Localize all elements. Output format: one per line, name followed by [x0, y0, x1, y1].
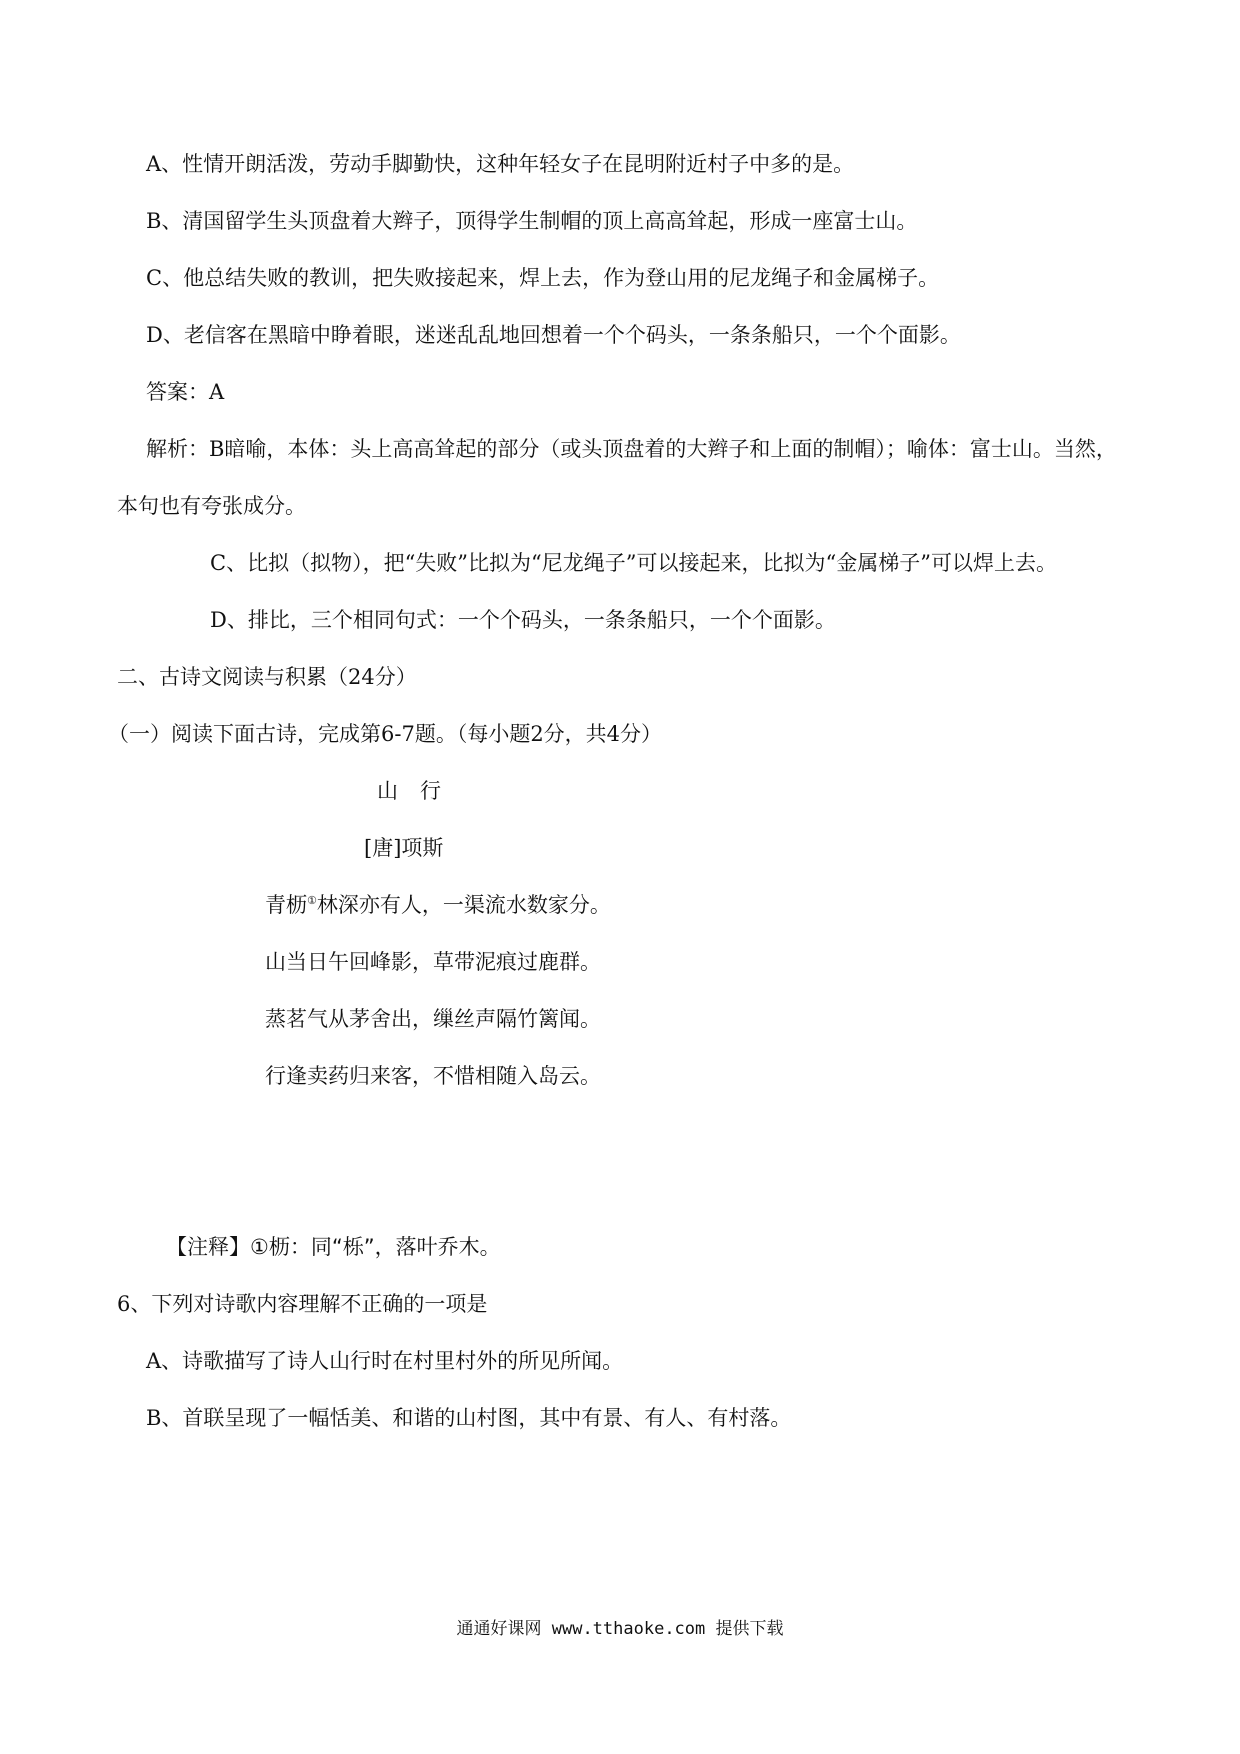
subsection-1-heading: （一）阅读下面古诗，完成第6-7题。（每小题2分，共4分）: [108, 722, 663, 746]
footnote-marker: ①: [307, 894, 317, 907]
poem-line-3: 蒸茗气从茅舍出，缫丝声隔竹篱闻。: [265, 1007, 601, 1031]
poem-line-2: 山当日午回峰影，草带泥痕过鹿群。: [265, 950, 601, 974]
poem-annotation: 【注释】①枥：同“栎”，落叶乔木。: [166, 1235, 501, 1259]
poem-line-1: [265, 891, 611, 919]
q5-option-b: B、清国留学生头顶盘着大辫子，顶得学生制帽的顶上高高耸起，形成一座富士山。: [146, 209, 918, 233]
analysis-line-1: 解析：B暗喻，本体：头上高高耸起的部分（或头顶盘着的大辫子和上面的制帽）；喻体：富士山。当然，: [146, 437, 1117, 461]
section-2-heading: 二、古诗文阅读与积累（24分）: [117, 665, 417, 689]
poem-line-1-start: 青枥: [265, 893, 307, 917]
q5-option-d: D、老信客在黑暗中睁着眼，迷迷乱乱地回想着一个个码头，一条条船只，一个个面影。: [146, 323, 961, 347]
question-6-option-a: A、诗歌描写了诗人山行时在村里村外的所见所闻。: [146, 1349, 624, 1373]
analysis-line-2: 本句也有夸张成分。: [117, 494, 306, 518]
poem-title: 山行: [377, 779, 463, 803]
page-footer: 通通好课网 www.tthaoke.com 提供下载: [456, 1619, 784, 1639]
poem-line-1-end: 林深亦有人，一渠流水数家分。: [316, 893, 611, 917]
q5-option-a: A、性情开朗活泼，劳动手脚勤快，这种年轻女子在昆明附近村子中多的是。: [146, 152, 855, 176]
question-6-stem: 6、下列对诗歌内容理解不正确的一项是: [117, 1292, 488, 1316]
answer-line: 答案：A: [146, 380, 225, 404]
poem-line-4: 行逢卖药归来客，不惜相随入岛云。: [265, 1064, 601, 1088]
question-6-option-b: B、首联呈现了一幅恬美、和谐的山村图，其中有景、有人、有村落。: [146, 1406, 792, 1430]
analysis-option-c: C、比拟（拟物），把“失败”比拟为“尼龙绳子”可以接起来，比拟为“金属梯子”可以焊上去。: [210, 551, 1057, 575]
q5-option-c: C、他总结失败的教训，把失败接起来，焊上去，作为登山用的尼龙绳子和金属梯子。: [146, 266, 940, 290]
poem-author: [唐]项斯: [364, 836, 444, 860]
analysis-option-d: D、排比，三个相同句式：一个个码头，一条条船只，一个个面影。: [210, 608, 836, 632]
